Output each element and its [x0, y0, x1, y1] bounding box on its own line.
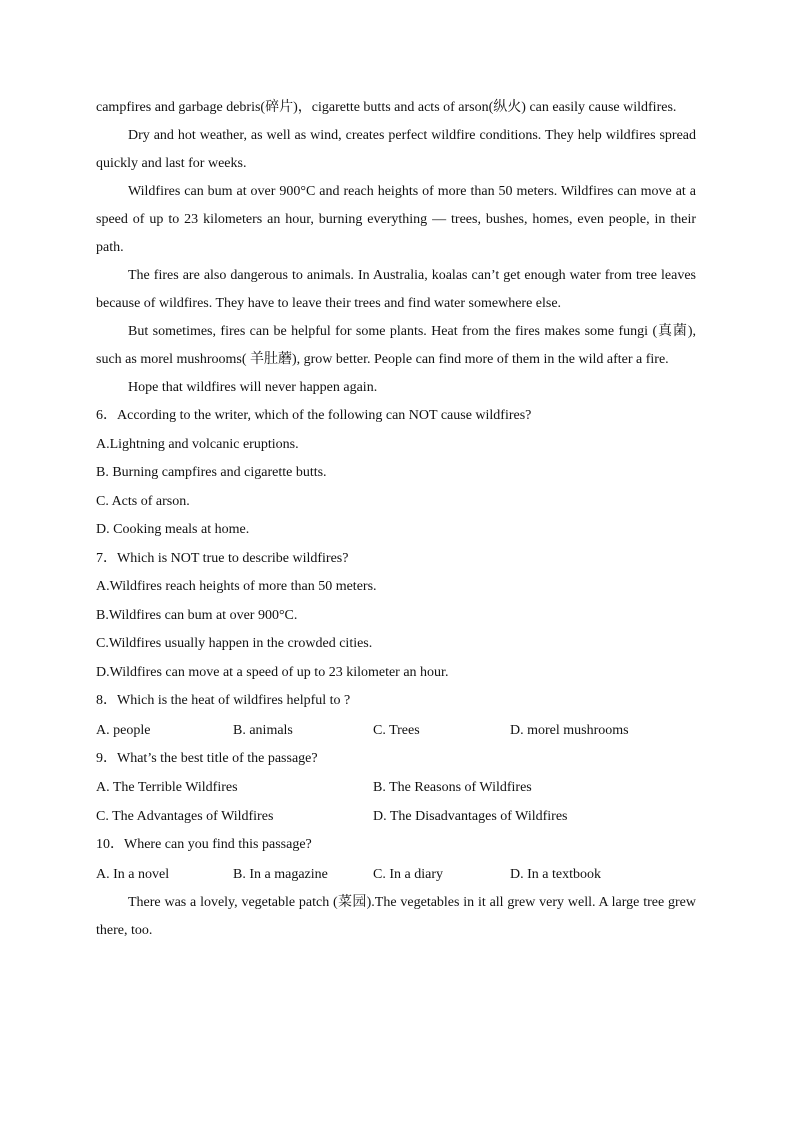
question-8-option-c: C. Trees	[373, 722, 420, 738]
question-9-option-a: A. The Terrible Wildfires	[96, 780, 238, 795]
question-10-option-a: A. In a novel	[96, 866, 170, 882]
question-8-option-b: B. animals	[233, 722, 293, 738]
passage-paragraph-3: Wildfires can bum at over 900°C and reach heights of more than 50 meters. Wildfires can move at a speed of up to 23 kilometers an hour, burning everything — trees, bushes, homes, even people, in their path.	[96, 184, 696, 255]
question-8-options	[96, 716, 696, 745]
question-9-options-row-2	[96, 802, 696, 831]
question-6-option-c: C. Acts of arson.	[96, 493, 190, 509]
question-9-option-b: B. The Reasons of Wildfires	[373, 780, 532, 795]
question-8-option-a: A. people	[96, 722, 151, 738]
question-9-option-d: D. The Disadvantages of Wildfires	[373, 809, 568, 824]
passage-paragraph-6: Hope that wildfires will never happen again.	[128, 380, 378, 395]
question-7-stem: 7．Which is NOT true to describe wildfires?	[96, 550, 349, 566]
passage-paragraph-2: Dry and hot weather, as well as wind, creates perfect wildfire conditions. They help wildfires spread quickly and last for weeks.	[96, 128, 696, 171]
question-7-option-b: B.Wildfires can bum at over 900°C.	[96, 607, 298, 623]
question-10-option-c: C. In a diary	[373, 866, 443, 882]
question-6-option-d: D. Cooking meals at home.	[96, 522, 250, 537]
question-7-option-c: C.Wildfires usually happen in the crowded cities.	[96, 636, 373, 651]
question-10-stem: 10．Where can you find this passage?	[96, 837, 312, 852]
question-8-option-d: D. morel mushrooms	[510, 722, 629, 738]
question-9-options-row-1	[96, 773, 696, 802]
question-10-option-b: B. In a magazine	[233, 866, 328, 882]
question-9-option-c: C. The Advantages of Wildfires	[96, 809, 274, 824]
question-6-option-b: B. Burning campfires and cigarette butts.	[96, 465, 327, 480]
question-7-option-d: D.Wildfires can move at a speed of up to 23 kilometer an hour.	[96, 664, 449, 680]
question-8	[96, 687, 696, 745]
question-9-stem: 9．What’s the best title of the passage?	[96, 750, 318, 766]
question-6-stem: 6．According to the writer, which of the following can NOT cause wildfires?	[96, 408, 532, 423]
passage-paragraph-1: campfires and garbage debris(碎片)，cigarette butts and acts of arson(纵火) can easily cause wildfires.	[96, 100, 677, 115]
question-10	[96, 831, 696, 889]
passage-paragraph-4: The fires are also dangerous to animals. In Australia, koalas can’t get enough water from tree leaves because of wildfires. They have to leave their trees and find water somewhere else.	[96, 268, 696, 311]
question-6-option-a: A.Lightning and volcanic eruptions.	[96, 436, 299, 452]
document-page	[96, 94, 696, 945]
question-7	[96, 545, 696, 688]
question-10-option-d: D. In a textbook	[510, 866, 601, 882]
question-9	[96, 745, 696, 832]
passage-paragraph-5: But sometimes, fires can be helpful for some plants. Heat from the fires makes some fungi (真菌), such as morel mushrooms( 羊肚蘑), grow better. People can find more of them in the wild after a fire.	[96, 324, 696, 367]
question-10-options	[96, 860, 696, 889]
next-passage-paragraph: There was a lovely, vegetable patch (菜园).The vegetables in it all grew very well. A large tree grew there, too.	[96, 894, 696, 938]
question-8-stem: 8．Which is the heat of wildfires helpful to ?	[96, 693, 351, 708]
question-7-option-a: A.Wildfires reach heights of more than 50 meters.	[96, 579, 377, 594]
question-6	[96, 402, 696, 545]
